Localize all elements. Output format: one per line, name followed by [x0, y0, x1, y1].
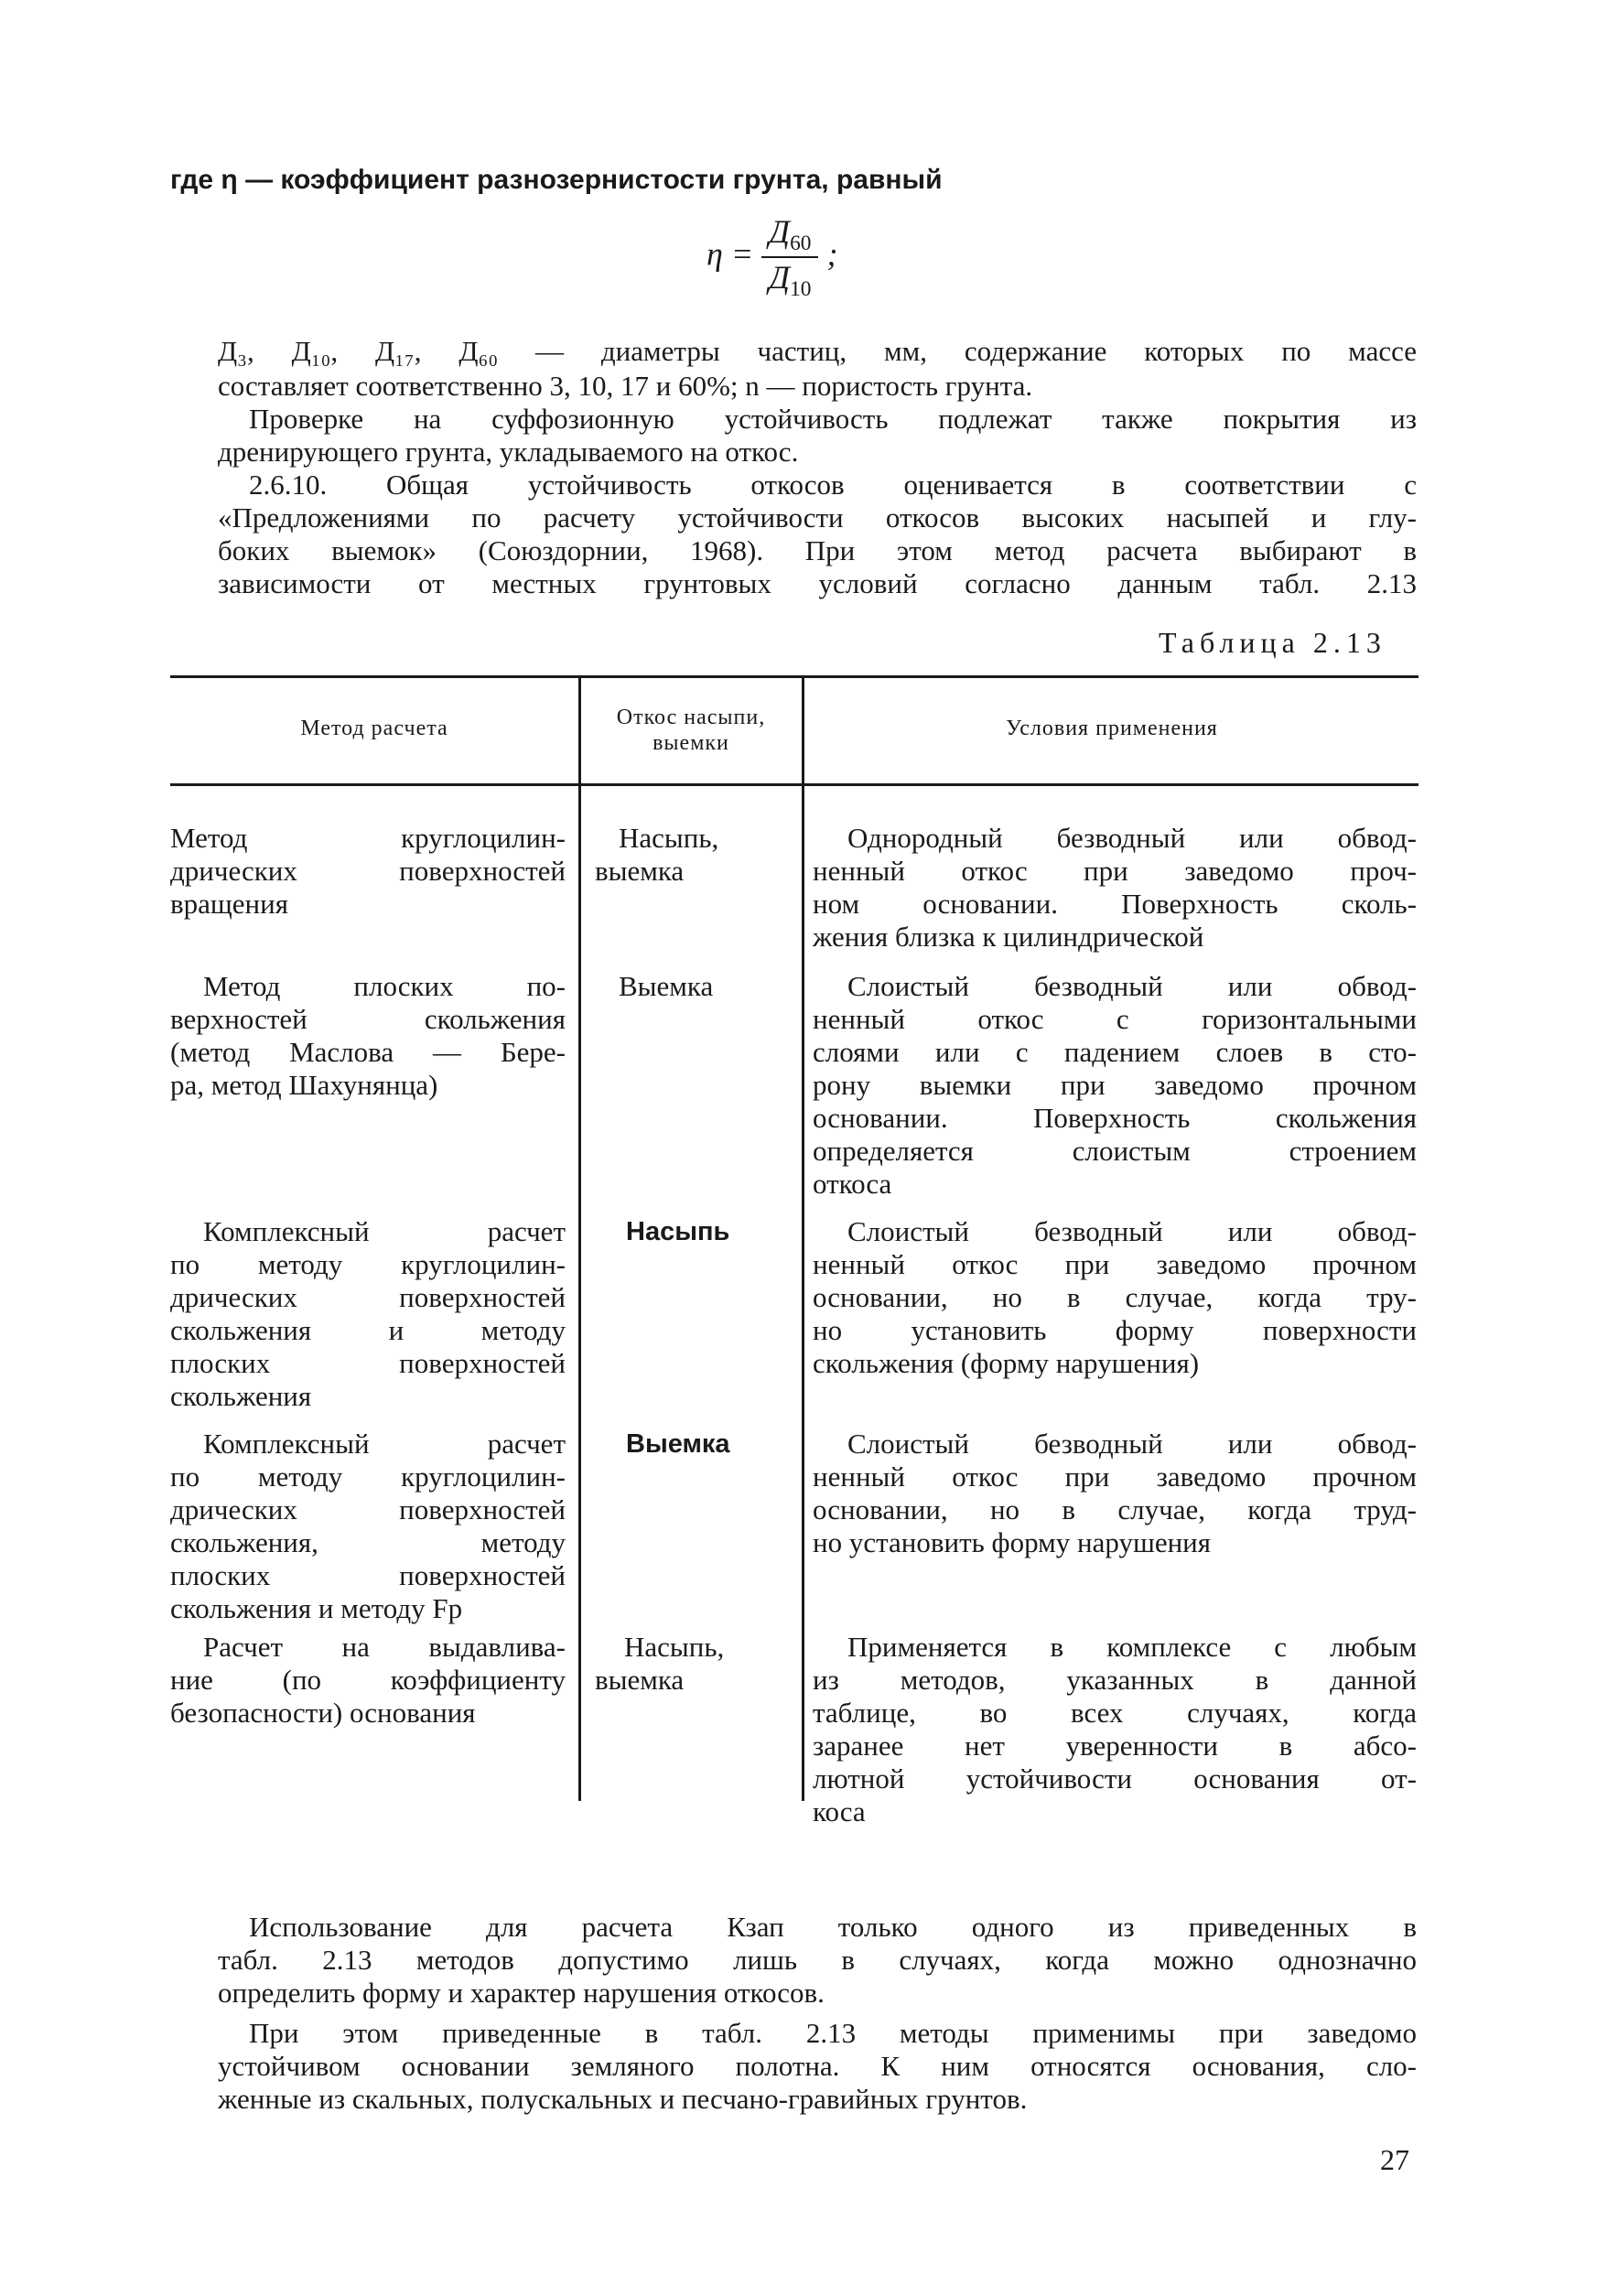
check-line: Проверке на суффозионную устойчивость подлежат также покрытия из [249, 403, 1417, 435]
row4-slope [626, 1428, 796, 1461]
section-paragraph-2 [218, 501, 1417, 600]
cell-line: Комплексный расчет [203, 1428, 566, 1460]
cell-line: Насыпь, [624, 1631, 725, 1663]
definition-line: Д₃, Д₁₀, Д₁₇, Д₆₀ — диаметры частиц, мм, содержание которых по массе [218, 335, 1417, 367]
cell-line: из методов, указанных в данной [813, 1664, 1417, 1696]
cell-line: определяется слоистым строением [813, 1135, 1417, 1167]
cell-line: ра, метод Шахунянца) [170, 1069, 438, 1101]
page-number: 27 [1380, 2143, 1409, 2176]
row4-conditions [813, 1428, 1417, 1559]
usage-paragraph-2 [218, 1944, 1417, 2010]
cell-line: выемка [595, 1664, 685, 1696]
cell-line: плоских поверхностей [170, 1559, 566, 1591]
cell-line: скольжения, методу [170, 1526, 566, 1558]
cell-line: рону выемки при заведомо прочном [813, 1069, 1417, 1101]
cell-line: но установить форму поверхности [813, 1314, 1417, 1346]
header-conditions: Условия применения [1006, 717, 1218, 740]
cell-line: ненный откос при заведомо прочном [813, 1461, 1417, 1493]
usage-paragraph [249, 1911, 1417, 1944]
formula-fraction [761, 212, 818, 302]
formula-denominator-sub: 10 [790, 277, 812, 302]
cell-line: дрических поверхностей [170, 855, 566, 887]
cell-line: Метод круглоцилин- [170, 822, 566, 854]
final-line: устойчивом основании земляного полотна. К ним относятся основания, сло- [218, 2050, 1417, 2082]
check-paragraph [249, 403, 1417, 436]
final-paragraph-2 [218, 2050, 1417, 2116]
cell-line: заранее нет уверенности в абсо- [813, 1730, 1417, 1762]
cell-line: скольжения [170, 1380, 312, 1412]
check-paragraph-2 [218, 436, 1417, 469]
cell-line: плоских поверхностей [170, 1347, 566, 1379]
row5-method [170, 1631, 566, 1730]
cell-line: слоями или с падением слоев в сто- [813, 1036, 1417, 1068]
cell-line: ненный откос при заведомо прочном [813, 1248, 1417, 1280]
cell-line: ние (по коэффициенту [170, 1664, 566, 1696]
cell-line: основании, но в случае, когда тру- [813, 1281, 1417, 1313]
header-slope: Откос насыпи, выемки [616, 706, 766, 755]
section-line: «Предложениями по расчету устойчивости откосов высоких насыпей и глу- [218, 501, 1417, 534]
cell-line: Расчет на выдавлива- [203, 1631, 566, 1663]
row2-method [170, 970, 566, 1102]
usage-line: определить форму и характер нарушения откосов. [218, 1977, 825, 2009]
usage-line: Использование для расчета Кзап только одного из приведенных в [249, 1911, 1417, 1943]
table-top-rule [170, 675, 1418, 678]
cell-line: Однородный безводный или обвод- [847, 822, 1417, 854]
definitions-2 [218, 370, 1417, 403]
table-caption: Таблица 2.13 [1159, 626, 1386, 659]
formula [707, 212, 837, 302]
cell-line: ненный откос с горизонтальными [813, 1003, 1417, 1035]
row3-slope [626, 1215, 796, 1248]
cell-line: ненный откос при заведомо проч- [813, 855, 1417, 887]
formula-numerator-sub: 60 [790, 232, 812, 256]
row2-conditions [813, 970, 1417, 1201]
final-line: женные из скальных, полускальных и песчано-гравийных грунтов. [218, 2083, 1028, 2115]
cell-line: ном основании. Поверхность сколь- [813, 888, 1417, 920]
definition-line: составляет соответственно 3, 10, 17 и 60%; n — пористость грунта. [218, 370, 1033, 402]
section-paragraph [249, 469, 1417, 501]
section-line: боких выемок» (Союздорнии, 1968). При этом метод расчета выбирают в [218, 534, 1417, 566]
cell-line: скольжения и методу [170, 1314, 566, 1346]
cell-line: (метод Маслова — Бере- [170, 1036, 566, 1068]
cell-line: безопасности) основания [170, 1697, 476, 1729]
row5-conditions [813, 1631, 1417, 1828]
cell-line: Применяется в комплексе с любым [847, 1631, 1417, 1663]
row1-slope [595, 822, 796, 888]
section-line: зависимости от местных грунтовых условий согласно данным табл. 2.13 [218, 567, 1417, 599]
cell-line: верхностей скольжения [170, 1003, 566, 1035]
formula-numerator: Д [769, 213, 791, 250]
row1-method [170, 822, 566, 921]
cell-line: Слоистый безводный или обвод- [847, 1428, 1417, 1460]
table-col-divider-2 [802, 675, 804, 1801]
formula-suffix: ; [826, 235, 838, 273]
cell-line: Слоистый безводный или обвод- [847, 1215, 1417, 1247]
cell-line: Выемка [619, 970, 714, 1002]
cell-line: коса [813, 1795, 866, 1827]
header-method: Метод расчета [300, 717, 448, 740]
final-paragraph [249, 2017, 1417, 2050]
row4-method [170, 1428, 566, 1625]
cell-line: основании, но в случае, когда труд- [813, 1493, 1417, 1525]
cell-line: Насыпь, [619, 822, 719, 854]
final-line: При этом приведенные в табл. 2.13 методы применимы при заведомо [249, 2017, 1417, 2049]
cell-line: Слоистый безводный или обвод- [847, 970, 1417, 1002]
table-col-divider-1 [578, 675, 581, 1801]
cell-line: основании. Поверхность скольжения [813, 1102, 1417, 1134]
cell-line: Комплексный расчет [203, 1215, 566, 1247]
cell-line: но установить форму нарушения [813, 1526, 1212, 1558]
row3-conditions [813, 1215, 1417, 1380]
cell-line: дрических поверхностей [170, 1493, 566, 1525]
row1-conditions [813, 822, 1417, 954]
cell-line: таблице, во всех случаях, когда [813, 1697, 1417, 1729]
where-line: где η — коэффициент разнозернистости грунта, равный [170, 165, 943, 195]
cell-line: выемка [595, 855, 685, 887]
cell-line: по методу круглоцилин- [170, 1461, 566, 1493]
row5-slope [595, 1631, 796, 1697]
cell-line: вращения [170, 888, 288, 920]
cell-line: скольжения и методу Fр [170, 1592, 463, 1624]
table-header-rule [170, 783, 1418, 786]
cell-line: Метод плоских по- [203, 970, 566, 1002]
cell-line: по методу круглоцилин- [170, 1248, 566, 1280]
cell-line: откоса [813, 1168, 892, 1200]
formula-denominator: Д [769, 259, 791, 296]
cell-line: жения близка к цилиндрической [813, 921, 1204, 953]
row3-method [170, 1215, 566, 1413]
cell-line: лютной устойчивости основания от- [813, 1762, 1417, 1795]
cell-line: скольжения (форму нарушения) [813, 1347, 1200, 1379]
cell-line: Выемка [626, 1429, 730, 1459]
check-line: дренирующего грунта, укладываемого на откос. [218, 436, 799, 468]
section-line: 2.6.10. Общая устойчивость откосов оценивается в соответствии с [249, 469, 1417, 501]
definitions [218, 335, 1417, 368]
formula-lhs: η = [707, 235, 754, 273]
cell-line: Насыпь [626, 1217, 730, 1246]
row2-slope [619, 970, 796, 1003]
usage-line: табл. 2.13 методов допустимо лишь в случаях, когда можно однозначно [218, 1944, 1417, 1976]
cell-line: дрических поверхностей [170, 1281, 566, 1313]
